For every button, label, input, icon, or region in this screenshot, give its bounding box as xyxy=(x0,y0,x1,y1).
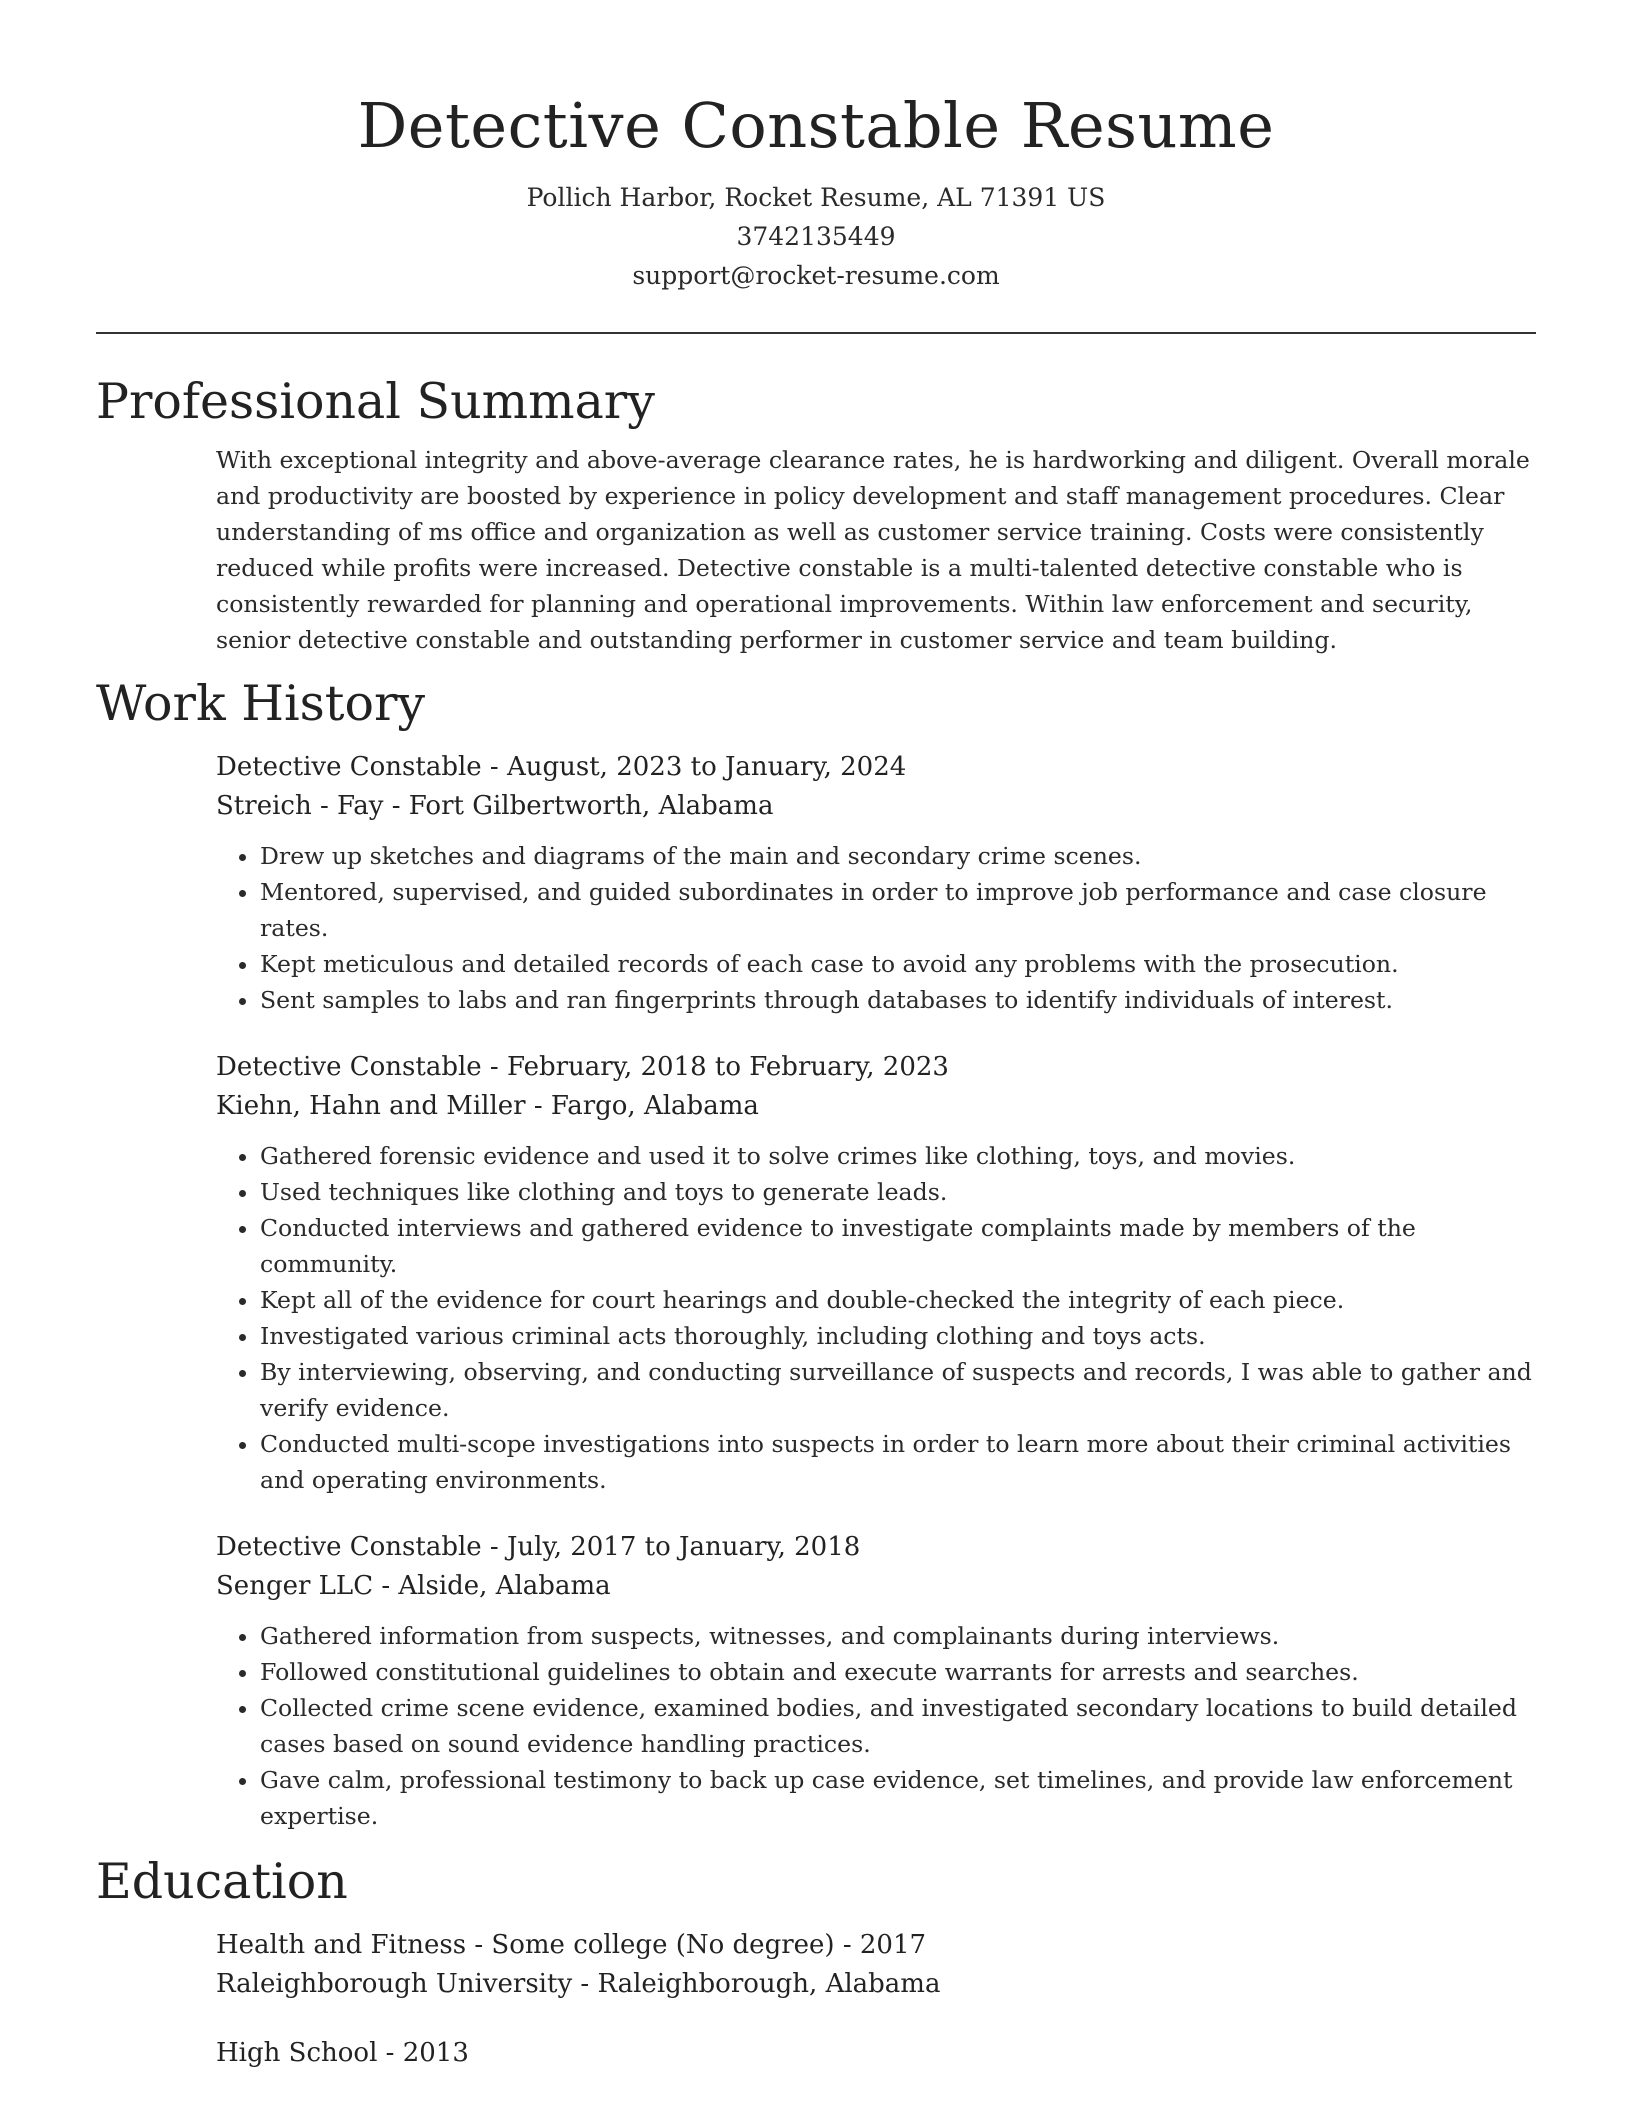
summary-text: With exceptional integrity and above-average clearance rates, he is hardworking and diligent. Overall morale and productivity are boosted by experience in policy development and staff management procedures. Clear understanding of ms office and organization as well as customer service training. Costs were consistently reduced while profits were increased. Detective constable is a multi-talented detective constable who is consistently rewarded for planning and operational improvements. Within law enforcement and security, senior detective constable and outstanding performer in customer service and team building. xyxy=(216,446,1530,654)
job-bullet: • Gave calm, professional testimony to back up case evidence, set timelines, and provide law enforcement expertise. xyxy=(260,1762,1536,1834)
contact-phone: 3742135449 xyxy=(736,222,896,251)
resume-title: Detective Constable Resume xyxy=(357,89,1275,162)
summary-section xyxy=(96,372,1536,658)
job-bullet: • Conducted multi-scope investigations into suspects in order to learn more about their criminal activities and operating environments. xyxy=(260,1426,1536,1498)
job-bullet: • By interviewing, observing, and conducting surveillance of suspects and records, I was able to gather and verify evidence. xyxy=(260,1354,1536,1426)
contact-block xyxy=(96,178,1536,295)
job-bullet: • Investigated various criminal acts thoroughly, including clothing and toys acts. xyxy=(260,1318,1536,1354)
job-bullet-list xyxy=(216,1618,1536,1834)
job-entry xyxy=(216,1528,1536,1834)
job-title-line: Detective Constable - February, 2018 to February, 2023 xyxy=(216,1052,949,1082)
header-divider xyxy=(96,332,1536,334)
job-bullet: • Used techniques like clothing and toys to generate leads. xyxy=(260,1174,1536,1210)
job-company-line: Kiehn, Hahn and Miller - Fargo, Alabama xyxy=(216,1091,759,1121)
job-bullet: • Kept meticulous and detailed records of each case to avoid any problems with the prosecution. xyxy=(260,946,1536,982)
job-title-line: Detective Constable - July, 2017 to January, 2018 xyxy=(216,1532,861,1562)
job-bullet: • Gathered forensic evidence and used it to solve crimes like clothing, toys, and movies. xyxy=(260,1138,1536,1174)
section-heading-summary: Professional Summary xyxy=(96,373,655,430)
job-title-line: Detective Constable - August, 2023 to January, 2024 xyxy=(216,752,907,782)
job-entry xyxy=(216,1048,1536,1498)
job-bullet: • Conducted interviews and gathered evidence to investigate complaints made by members of the community. xyxy=(260,1210,1536,1282)
job-company-line: Streich - Fay - Fort Gilbertworth, Alabama xyxy=(216,791,774,821)
education-entry xyxy=(216,2034,1536,2073)
education-school-line: Raleighborough University - Raleighborough, Alabama xyxy=(216,1969,941,1999)
education-degree-line: Health and Fitness - Some college (No degree) - 2017 xyxy=(216,1930,927,1960)
section-heading-education: Education xyxy=(96,1853,348,1910)
job-bullet-list xyxy=(216,1138,1536,1498)
job-bullet-list xyxy=(216,838,1536,1018)
education-section xyxy=(96,1852,1536,2073)
job-bullet: • Gathered information from suspects, witnesses, and complainants during interviews. xyxy=(260,1618,1536,1654)
job-bullet: • Sent samples to labs and ran fingerprints through databases to identify individuals of interest. xyxy=(260,982,1536,1018)
job-bullet: • Collected crime scene evidence, examined bodies, and investigated secondary locations to build detailed cases based on sound evidence handling practices. xyxy=(260,1690,1536,1762)
section-heading-work-history: Work History xyxy=(96,675,426,732)
job-bullet: • Mentored, supervised, and guided subordinates in order to improve job performance and case closure rates. xyxy=(260,874,1536,946)
job-bullet: • Drew up sketches and diagrams of the main and secondary crime scenes. xyxy=(260,838,1536,874)
education-entry xyxy=(216,1926,1536,2004)
job-bullet: • Kept all of the evidence for court hearings and double-checked the integrity of each piece. xyxy=(260,1282,1536,1318)
work-history-section xyxy=(96,674,1536,1834)
job-bullet: • Followed constitutional guidelines to obtain and execute warrants for arrests and searches. xyxy=(260,1654,1536,1690)
resume-page xyxy=(96,0,1536,2073)
job-entry xyxy=(216,748,1536,1018)
contact-address: Pollich Harbor, Rocket Resume, AL 71391 US xyxy=(526,183,1106,212)
job-company-line: Senger LLC - Alside, Alabama xyxy=(216,1571,611,1601)
education-degree-line: High School - 2013 xyxy=(216,2038,469,2068)
contact-email: support@rocket-resume.com xyxy=(632,261,1000,290)
